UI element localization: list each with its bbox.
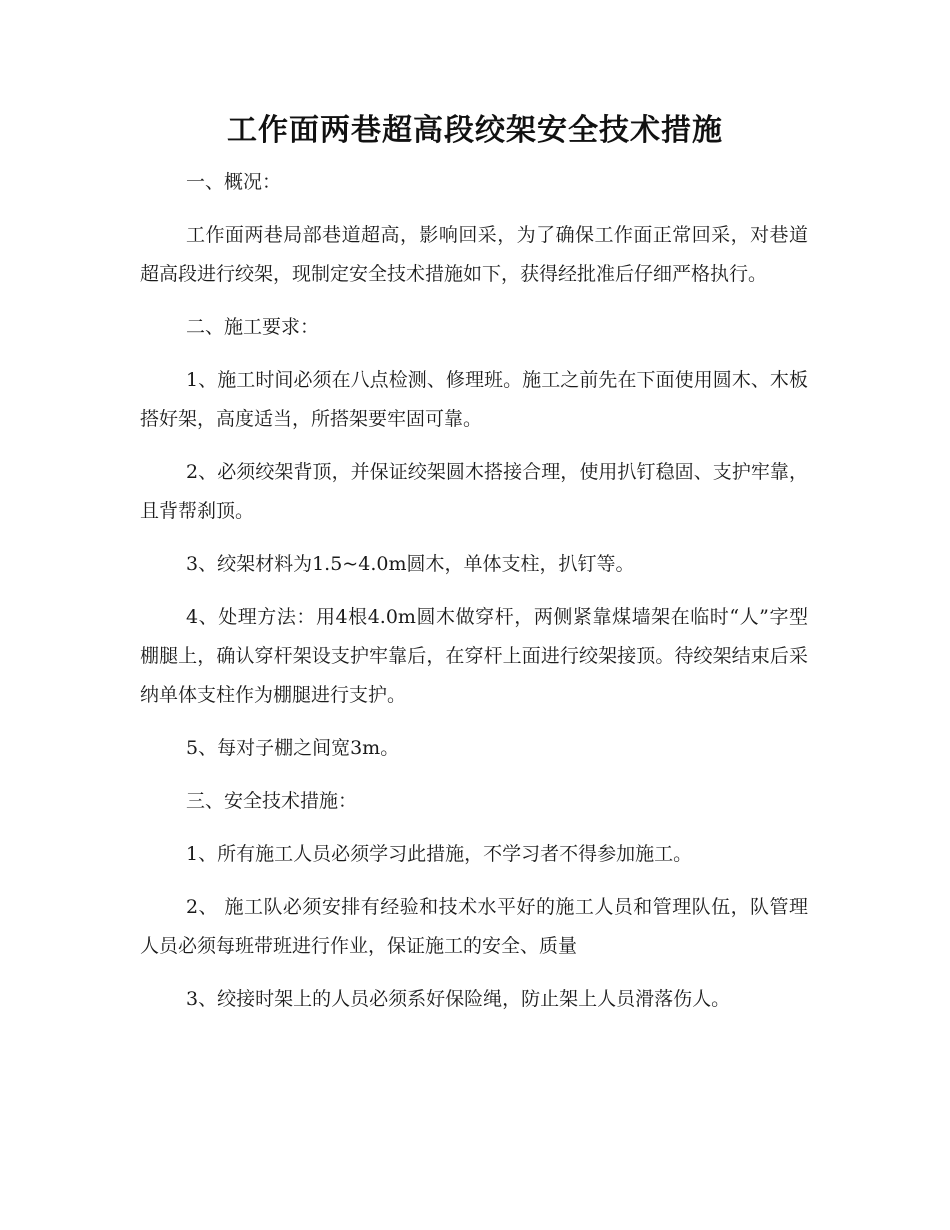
section-heading-requirements: 二、施工要求： [186,316,320,338]
document-title: 工作面两巷超高段绞架安全技术措施 [227,113,723,148]
paragraph: 3、绞接时架上的人员必须系好保险绳，防止架上人员滑落伤人。 [186,988,731,1010]
paragraph: 工作面两巷局部巷道超高，影响回采，为了确保工作面正常回采，对巷道超高段进行绞架，现制定安全技术措施如下，获得经批准后仔细严格执行。 [140,224,808,285]
paragraph: 2、 施工队必须安排有经验和技术水平好的施工人员和管理队伍，队管理人员必须每班带班进行作业，保证施工的安全、质量 [140,896,808,957]
paragraph: 3、绞架材料为1.5~4.0m圆木，单体支柱，扒钉等。 [186,553,635,575]
paragraph: 2、必须绞架背顶，并保证绞架圆木搭接合理，使用扒钉稳固、支护牢靠，且背帮刹顶。 [140,461,808,522]
document-body [140,163,808,1033]
paragraph: 4、处理方法：用4根4.0m圆木做穿杆，两侧紧靠煤墙架在临时“人”字型棚腿上，确认穿杆架设支护牢靠后，在穿杆上面进行绞架接顶。待绞架结束后采纳单体支柱作为棚腿进行支护。 [140,606,808,706]
paragraph: 1、所有施工人员必须学习此措施，不学习者不得参加施工。 [186,843,693,865]
paragraph: 1、施工时间必须在八点检测、修理班。施工之前先在下面使用圆木、木板搭好架，高度适当，所搭架要牢固可靠。 [140,369,808,430]
section-heading-safety: 三、安全技术措施： [186,790,358,812]
paragraph: 5、每对子棚之间宽3m。 [186,737,400,759]
section-heading-overview: 一、概况： [186,171,282,193]
